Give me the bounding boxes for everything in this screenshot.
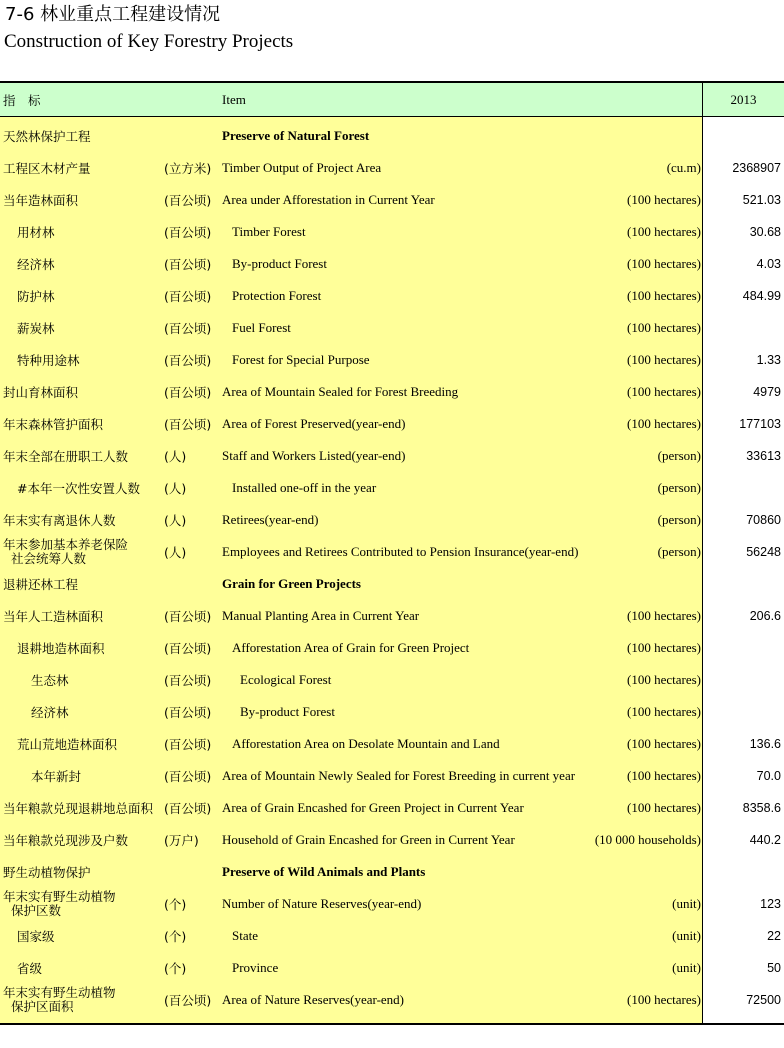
row-label-en: Area of Mountain Newly Sealed for Forest Breeding in current year [222,768,576,783]
row-unit-cn: (百公顷) [164,289,212,304]
row-unit-cn: (百公顷) [164,417,212,432]
row-unit-cn: (百公顷) [164,737,212,752]
row-label-cn-line1: 年末实有野生动植物 [3,985,116,1000]
row-label-cn: 退耕还林工程 [3,577,79,592]
row-unit-cn: (百公顷) [164,353,212,368]
table-row [0,216,784,248]
row-label-cn: 荒山荒地造林面积 [17,737,118,752]
row-unit-en: (100 hectares) [627,992,701,1007]
row-unit-en: (100 hectares) [627,800,701,815]
row-unit-cn: (百公顷) [164,321,212,336]
row-label-en: Manual Planting Area in Current Year [222,608,420,623]
row-unit-en: (person) [657,480,701,495]
row-label-cn [3,984,116,1016]
table-row [0,920,784,952]
table-row [0,312,784,344]
row-value-2013: 177103 [739,417,781,431]
row-label-cn: 省级 [17,961,43,976]
row-label-cn: 特种用途林 [17,353,80,368]
row-label-cn: 经济林 [31,705,69,720]
table-row [0,600,784,632]
header-indicator: 指 标 [3,93,41,108]
row-value-2013: 22 [767,929,781,943]
row-unit-en: (person) [657,512,701,527]
row-label-en: State [232,928,258,943]
row-value-2013: 72500 [746,993,781,1007]
row-unit-en: (unit) [672,928,701,943]
row-label-en: Province [232,960,279,975]
row-label-en: Preserve of Natural Forest [222,128,370,143]
row-label-cn-line2: 社会统筹人数 [11,551,87,566]
row-label-en: Employees and Retirees Contributed to Pension Insurance(year-end) [222,544,579,559]
row-label-cn-line1: 年末实有野生动植物 [3,889,116,904]
row-label-en: Area of Mountain Sealed for Forest Breeding [222,384,459,399]
row-unit-cn: (人) [164,545,187,560]
row-unit-en: (100 hectares) [627,704,701,719]
table-row [0,568,784,600]
row-label-en: Afforestation Area on Desolate Mountain and Land [232,736,500,751]
table-row [0,440,784,472]
row-label-cn: 年末全部在册职工人数 [3,449,129,464]
row-label-cn: 天然林保护工程 [3,129,91,144]
row-unit-cn: (百公顷) [164,673,212,688]
row-label-en: Area of Nature Reserves(year-end) [222,992,404,1007]
table-row [0,824,784,856]
row-label-en: Preserve of Wild Animals and Plants [222,864,426,879]
row-value-2013: 30.68 [749,225,781,239]
row-label-cn: 野生动植物保护 [3,865,91,880]
row-unit-cn: (万户) [164,833,199,848]
row-label-cn: 工程区木材产量 [3,161,91,176]
table-row [0,184,784,216]
row-unit-cn: (个) [164,897,187,912]
row-unit-cn: (百公顷) [164,225,212,240]
row-unit-cn: (个) [164,929,187,944]
row-label-cn: 防护林 [17,289,55,304]
row-unit-en: (100 hectares) [627,320,701,335]
row-label-cn [3,536,128,568]
row-unit-cn: (百公顷) [164,705,212,720]
row-unit-cn: (百公顷) [164,257,212,272]
row-label-en: Ecological Forest [240,672,332,687]
row-label-cn: 封山育林面积 [3,385,79,400]
row-label-cn: 本年新封 [31,769,82,784]
table-row [0,728,784,760]
row-label-cn: 经济林 [17,257,55,272]
row-unit-cn: (立方米) [164,161,212,176]
row-unit-cn: (百公顷) [164,609,212,624]
row-unit-en: (person) [657,448,701,463]
table-row [0,280,784,312]
row-label-en: Area under Afforestation in Current Year [222,192,435,207]
row-label-en: By-product Forest [232,256,327,271]
row-unit-cn: (人) [164,449,187,464]
table-row [0,632,784,664]
row-value-2013: 123 [760,897,781,911]
row-unit-en: (100 hectares) [627,416,701,431]
data-table [0,81,784,1025]
table-row [0,952,784,984]
row-label-cn: 用材林 [17,225,55,240]
row-label-cn-line2: 保护区数 [11,903,62,918]
page-title-en: Construction of Key Forestry Projects [4,31,294,52]
row-unit-en: (100 hectares) [627,224,701,239]
row-label-cn-line1: 年末参加基本养老保险 [3,537,129,552]
row-unit-cn: (百公顷) [164,801,212,816]
row-label-cn: 当年粮款兑现退耕地总面积 [3,801,154,816]
table-row [0,152,784,184]
table-body [0,117,784,1025]
row-value-2013: 206.6 [749,609,781,623]
row-label-en: Forest for Special Purpose [232,352,370,367]
row-unit-en: (100 hectares) [627,736,701,751]
row-value-2013: 484.99 [742,289,781,303]
row-label-en: Fuel Forest [232,320,291,335]
row-unit-en: (unit) [672,896,701,911]
row-label-cn: 生态林 [31,673,69,688]
row-value-2013: 2368907 [732,161,781,175]
row-unit-en: (100 hectares) [627,352,701,367]
table-row [0,696,784,728]
row-unit-en: (100 hectares) [627,192,701,207]
row-value-2013: 4979 [753,385,781,399]
row-value-2013: 521.03 [742,193,781,207]
row-unit-en: (person) [657,544,701,559]
row-label-en: Area of Forest Preserved(year-end) [222,416,406,431]
row-label-en: Afforestation Area of Grain for Green Project [232,640,470,655]
row-unit-en: (10 000 households) [594,832,701,847]
row-label-en: By-product Forest [240,704,335,719]
row-label-cn [3,888,116,920]
row-label-cn: 当年粮款兑现涉及户数 [3,833,129,848]
table-row [0,856,784,888]
row-unit-en: (cu.m) [666,160,701,175]
row-unit-cn: (百公顷) [164,993,212,1008]
table-row [0,792,784,824]
table-header [0,81,784,117]
row-unit-cn: (人) [164,513,187,528]
row-unit-cn: (百公顷) [164,641,212,656]
row-label-en: Area of Grain Encashed for Green Project in Current Year [222,800,524,815]
table-row [0,376,784,408]
row-label-en: Number of Nature Reserves(year-end) [222,896,422,911]
header-year: 2013 [730,92,757,107]
row-label-cn: 年末实有离退休人数 [3,513,116,528]
row-unit-en: (100 hectares) [627,608,701,623]
row-unit-cn: (百公顷) [164,769,212,784]
row-value-2013: 440.2 [749,833,781,847]
row-label-en: Grain for Green Projects [222,576,361,591]
row-label-cn: 当年造林面积 [3,193,79,208]
row-value-2013: 70860 [746,513,781,527]
table-row [0,888,784,920]
table-row [0,760,784,792]
table-row [0,984,784,1016]
header-item: Item [222,92,246,107]
table-row [0,344,784,376]
row-unit-cn: (人) [164,481,187,496]
row-label-cn: 当年人工造林面积 [3,609,104,624]
page-title-cn: 7-6 林业重点工程建设情况 [5,4,221,25]
row-unit-en: (100 hectares) [627,384,701,399]
table-row [0,408,784,440]
row-label-en: Timber Forest [232,224,306,239]
table-row [0,120,784,152]
row-unit-cn: (百公顷) [164,385,212,400]
row-label-en: Household of Grain Encashed for Green in Current Year [222,832,515,847]
row-unit-en: (100 hectares) [627,672,701,687]
row-label-cn: 年末森林管护面积 [3,417,104,432]
row-unit-en: (100 hectares) [627,256,701,271]
row-unit-en: (unit) [672,960,701,975]
row-label-cn: 退耕地造林面积 [17,641,105,656]
row-unit-cn: (百公顷) [164,193,212,208]
row-unit-en: (100 hectares) [627,288,701,303]
table-row [0,472,784,504]
row-label-cn: 薪炭林 [17,321,55,336]
table-row [0,248,784,280]
row-label-en: Retirees(year-end) [222,512,319,527]
table-row [0,536,784,568]
row-value-2013: 4.03 [756,257,781,271]
row-value-2013: 8358.6 [742,801,781,815]
row-value-2013: 136.6 [749,737,781,751]
row-value-2013: 56248 [746,545,781,559]
row-value-2013: 1.33 [756,353,781,367]
row-label-en: Timber Output of Project Area [222,160,382,175]
row-value-2013: 33613 [746,449,781,463]
row-label-en: Staff and Workers Listed(year-end) [222,448,406,463]
row-value-2013: 50 [767,961,781,975]
row-unit-en: (100 hectares) [627,768,701,783]
row-label-cn: #本年一次性安置人数 [17,481,140,496]
row-unit-cn: (个) [164,961,187,976]
table-row [0,504,784,536]
row-label-en: Protection Forest [232,288,322,303]
row-value-2013: 70.0 [756,769,781,783]
row-label-en: Installed one-off in the year [232,480,377,495]
row-label-cn-line2: 保护区面积 [11,999,74,1014]
row-unit-en: (100 hectares) [627,640,701,655]
row-label-cn: 国家级 [17,929,55,944]
table-row [0,664,784,696]
